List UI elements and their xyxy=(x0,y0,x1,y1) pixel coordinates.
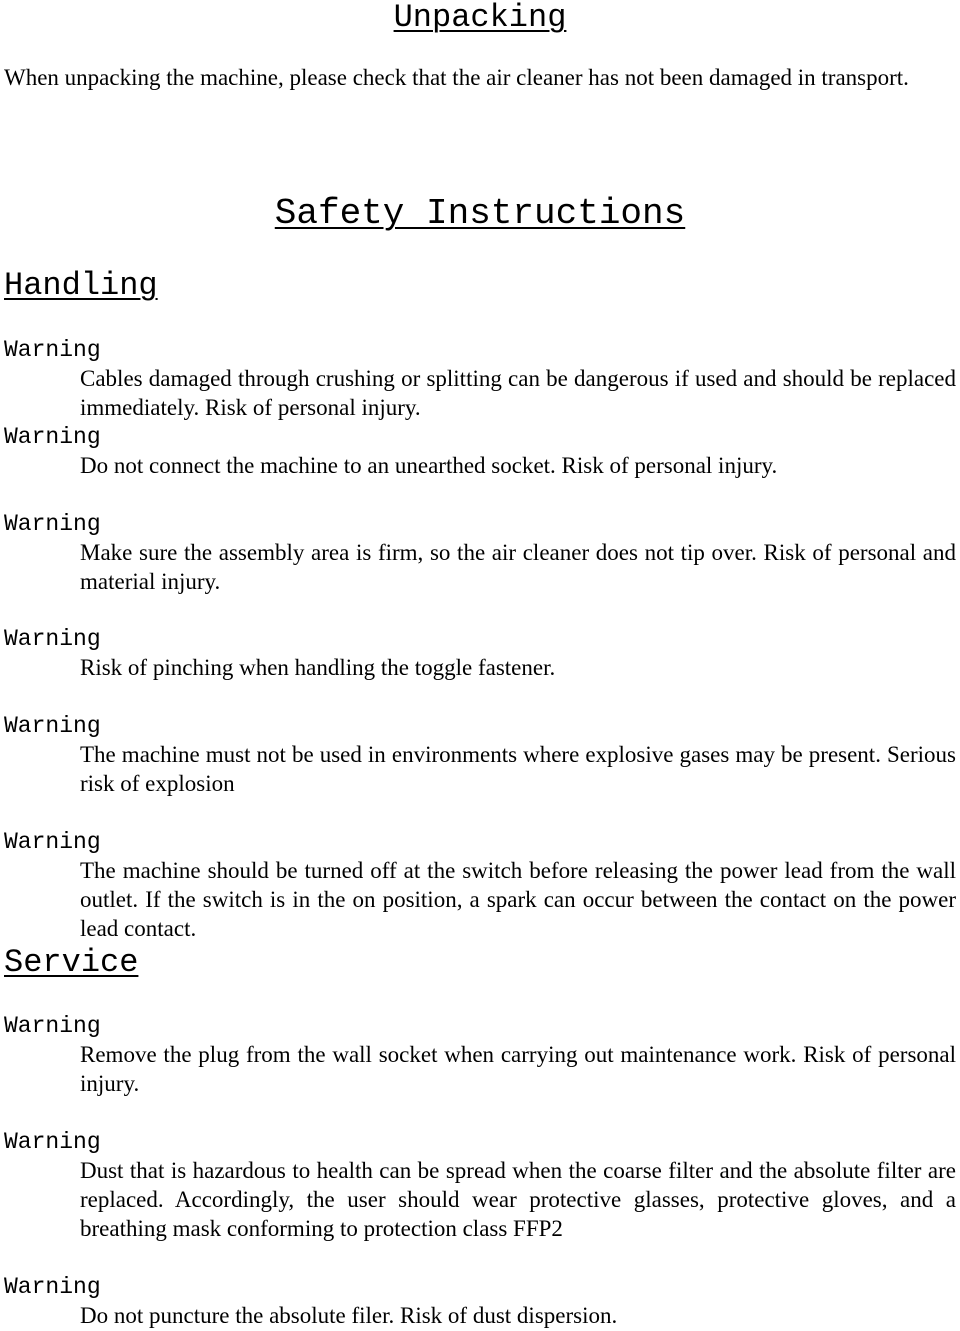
warning-text: Remove the plug from the wall socket when carrying out maintenance work. Risk of personal injury. xyxy=(80,1042,956,1096)
warning-text: Make sure the assembly area is firm, so the air cleaner does not tip over. Risk of personal and material injury. xyxy=(80,540,956,594)
warning-text: Do not connect the machine to an unearthed socket. Risk of personal injury. xyxy=(80,453,778,478)
warning-text: Risk of pinching when handling the toggle fastener. xyxy=(80,655,556,680)
service-heading: Service xyxy=(4,944,139,981)
handling-heading: Handling xyxy=(4,267,158,304)
warning-text: Do not puncture the absolute filer. Risk of dust dispersion. xyxy=(80,1303,618,1328)
safety-instructions-heading: Safety Instructions xyxy=(274,193,686,234)
warning-label: Warning xyxy=(4,1013,101,1039)
warning-text: The machine should be turned off at the switch before releasing the power lead from the wall outlet. If the switch is in the on position, a spark can occur between the contact on the power lead contact. xyxy=(80,858,956,941)
warning-text: The machine must not be used in environments where explosive gases may be present. Serious risk of explosion xyxy=(80,742,956,796)
unpacking-paragraph: When unpacking the machine, please check that the air cleaner has not been damaged in transport. xyxy=(4,65,909,90)
warning-label: Warning xyxy=(4,424,101,450)
warning-label: Warning xyxy=(4,337,101,363)
warning-label: Warning xyxy=(4,1129,101,1155)
warning-label: Warning xyxy=(4,713,101,739)
unpacking-heading: Unpacking xyxy=(393,0,567,36)
warning-label: Warning xyxy=(4,829,101,855)
warning-text: Cables damaged through crushing or splitting can be dangerous if used and should be replaced immediately. Risk of personal injury. xyxy=(80,366,956,420)
warning-text: Dust that is hazardous to health can be spread when the coarse filter and the absolute filter are replaced. Accordingly, the user should wear protective glasses, protective gloves, and a breathing mask conforming to protection class FFP2 xyxy=(80,1158,956,1241)
warning-label: Warning xyxy=(4,511,101,537)
warning-label: Warning xyxy=(4,1274,101,1300)
warning-label: Warning xyxy=(4,626,101,652)
